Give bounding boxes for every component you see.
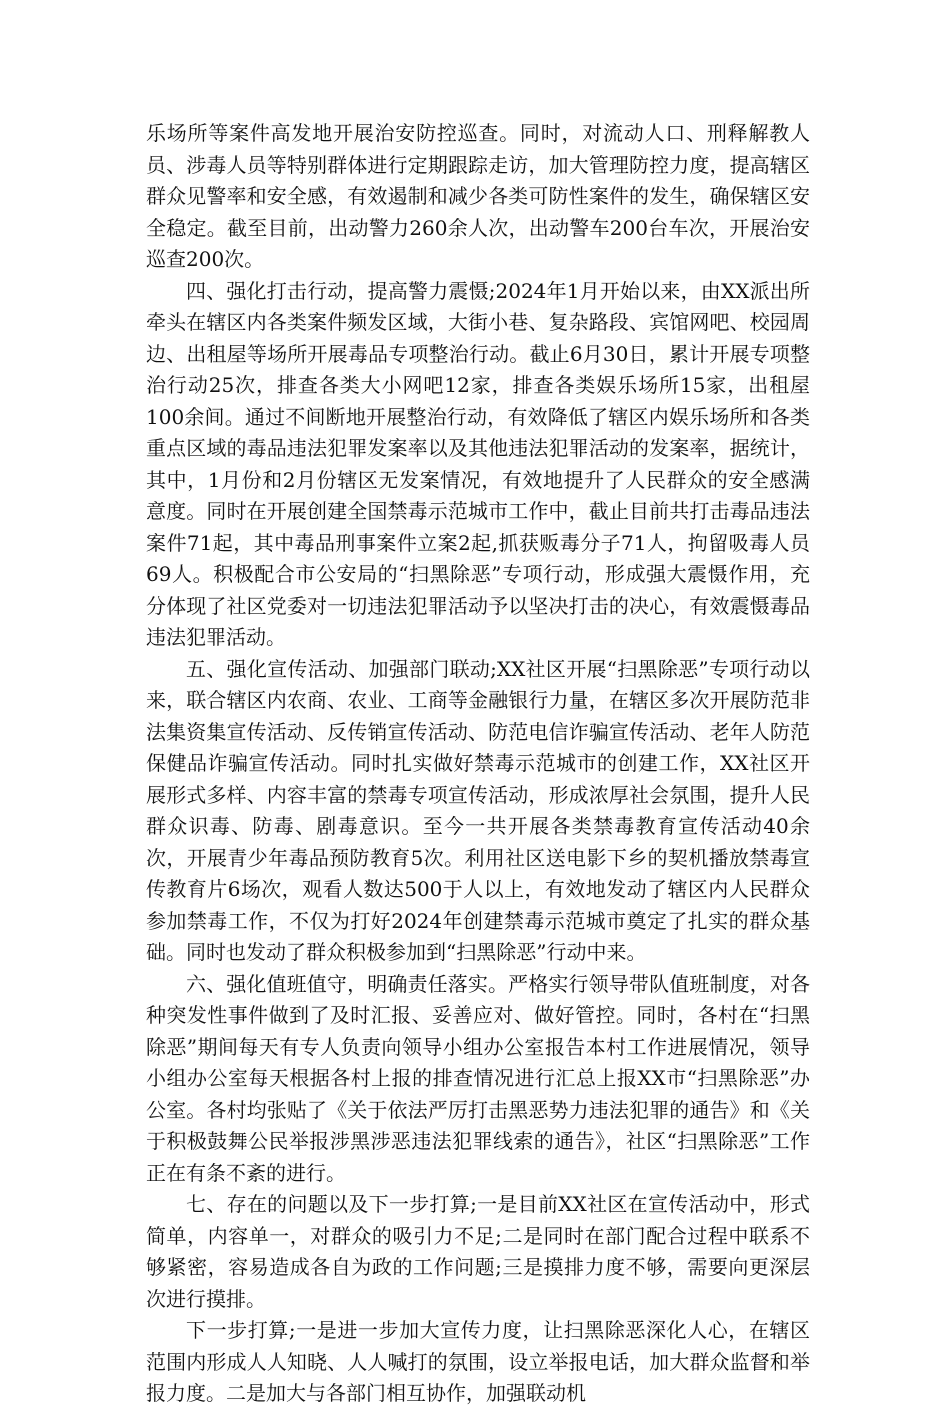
paragraph-section-4: 四、强化打击行动，提高警力震慑;2024年1月开始以来，由XX派出所牵头在辖区内各类案件频发区域，大街小巷、复杂路段、宾馆网吧、校园周边、出租屋等场所开展毒品专项整治行动。截止6月30日，累计开展专项整治行动25次，排查各类大小网吧12家，排查各类娱乐场所15家，出租屋100余间。通过不间断地开展整治行动，有效降低了辖区内娱乐场所和各类重点区域的毒品违法犯罪发案率以及其他违法犯罪活动的发案率，据统计，其中，1月份和2月份辖区无发案情况，有效地提升了人民群众的安全感满意度。同时在开展创建全国禁毒示范城市工作中，截止目前共打击毒品违法案件71起，其中毒品刑事案件立案2起,抓获贩毒分子71人，拘留吸毒人员69人。积极配合市公安局的“扫黑除恶”专项行动，形成强大震慑作用，充分体现了社区党委对一切违法犯罪活动予以坚决打击的决心，有效震慑毒品违法犯罪活动。	[146, 278, 810, 649]
paragraph-section-7: 七、存在的问题以及下一步打算;一是目前XX社区在宣传活动中，形式简单，内容单一，对群众的吸引力不足;二是同时在部门配合过程中联系不够紧密，容易造成各自为政的工作问题;三是摸排力度不够，需要向更深层次进行摸排。	[146, 1192, 810, 1311]
document-body	[146, 118, 810, 1410]
paragraph-section-6: 六、强化值班值守，明确责任落实。严格实行领导带队值班制度，对各种突发性事件做到了及时汇报、妥善应对、做好管控。同时，各村在“扫黑除恶”期间每天有专人负责向领导小组办公室报告本村工作进展情况，领导小组办公室每天根据各村上报的排查情况进行汇总上报XX市“扫黑除恶”办公室。各村均张贴了《关于依法严厉打击黑恶势力违法犯罪的通告》和《关于积极鼓舞公民举报涉黑涉恶违法犯罪线索的通告》，社区“扫黑除恶”工作正在有条不紊的进行。	[146, 971, 810, 1185]
paragraph-next-steps: 下一步打算;一是进一步加大宣传力度，让扫黑除恶深化人心，在辖区范围内形成人人知晓、人人喊打的氛围，设立举报电话，加大群众监督和举报力度。二是加大与各部门相互协作，加强联动机	[146, 1318, 810, 1405]
paragraph-continuation: 乐场所等案件高发地开展治安防控巡查。同时，对流动人口、刑释解教人员、涉毒人员等特别群体进行定期跟踪走访，加大管理防控力度，提高辖区群众见警率和安全感，有效遏制和减少各类可防性案件的发生，确保辖区安全稳定。截至目前，出动警力260余人次，出动警车200台车次，开展治安巡查200次。	[146, 121, 810, 271]
paragraph-section-5: 五、强化宣传活动、加强部门联动;XX社区开展“扫黑除恶”专项行动以来，联合辖区内农商、农业、工商等金融银行力量，在辖区多次开展防范非法集资集宣传活动、反传销宣传活动、防范电信诈骗宣传活动、老年人防范保健品诈骗宣传活动。同时扎实做好禁毒示范城市的创建工作，XX社区开展形式多样、内容丰富的禁毒专项宣传活动，形成浓厚社会氛围，提升人民群众识毒、防毒、剧毒意识。至今一共开展各类禁毒教育宣传活动40余次，开展青少年毒品预防教育5次。利用社区送电影下乡的契机播放禁毒宣传教育片6场次，观看人数达500于人以上，有效地发动了辖区内人民群众参加禁毒工作，不仅为打好2024年创建禁毒示范城市奠定了扎实的群众基础。同时也发动了群众积极参加到“扫黑除恶”行动中来。	[146, 656, 810, 964]
